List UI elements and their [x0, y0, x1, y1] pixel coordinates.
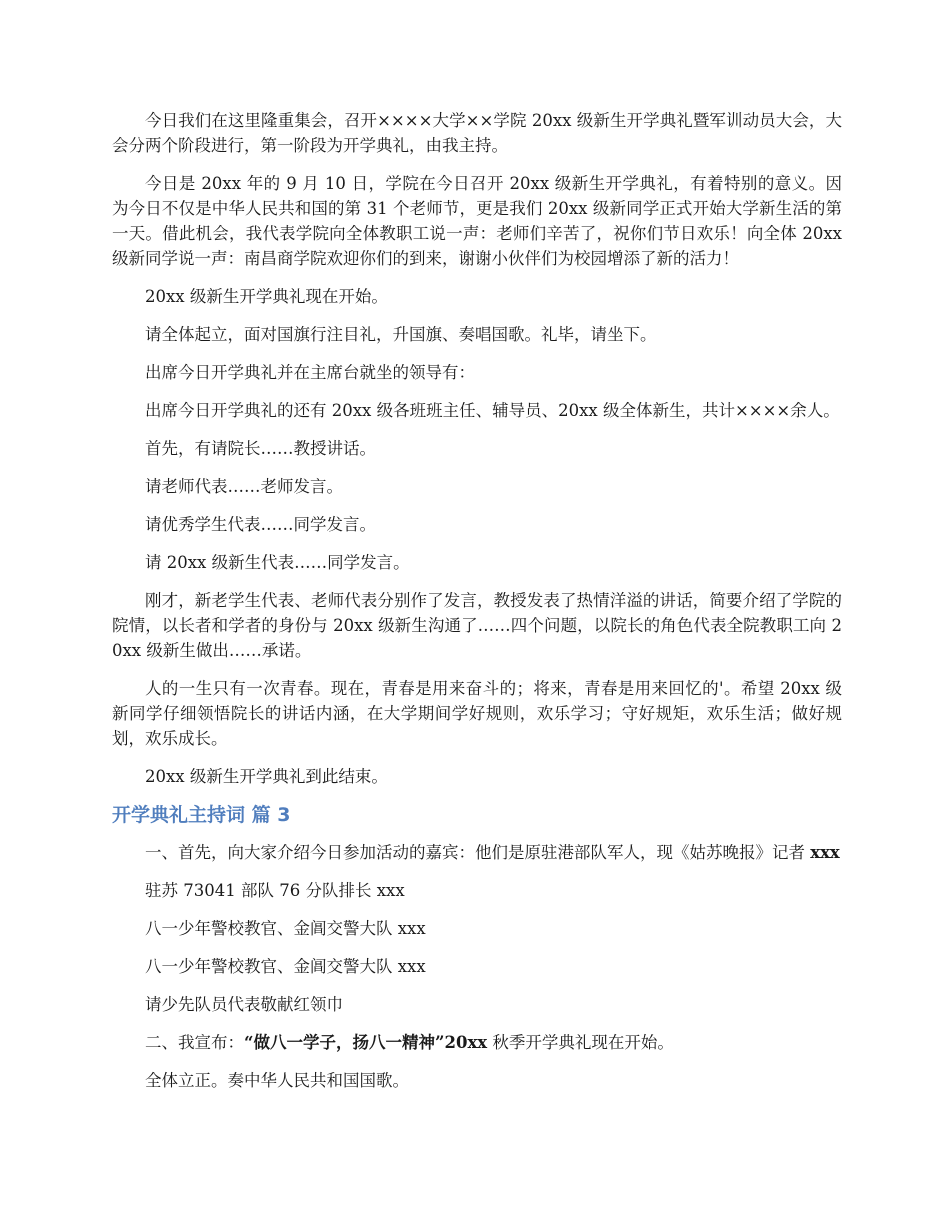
paragraph: 八一少年警校教官、金阊交警大队 xxx — [145, 919, 426, 938]
paragraph: 首先，有请院长……教授讲话。 — [145, 439, 376, 458]
paragraph: 请全体起立，面对国旗行注目礼，升国旗、奏唱国歌。礼毕，请坐下。 — [145, 325, 657, 344]
guests-text: 一、首先，向大家介绍今日参加活动的嘉宾：他们是原驻港部队军人，现《姑苏晚报》记者 — [145, 843, 811, 862]
paragraph-guests — [112, 840, 842, 865]
announce-bold: “做八一学子，扬八一精神”20xx — [244, 1033, 488, 1052]
paragraph: 请 20xx 级新生代表……同学发言。 — [145, 553, 410, 572]
paragraph: 请优秀学生代表……同学发言。 — [145, 515, 376, 534]
section-heading: 开学典礼主持词 篇 3 — [112, 804, 291, 826]
announce-post: 秋季开学典礼现在开始。 — [487, 1033, 674, 1052]
paragraph-announce — [112, 1030, 842, 1055]
paragraph: 20xx 级新生开学典礼现在开始。 — [145, 287, 388, 306]
paragraph: 人的一生只有一次青春。现在，青春是用来奋斗的；将来，青春是用来回忆的'。希望 20xx 级新同学仔细领悟院长的讲话内涵，在大学期间学好规则，欢乐学习；守好规矩，欢乐生活；做好规划，欢乐成长。 — [112, 679, 842, 748]
document-page — [112, 108, 842, 1106]
guests-bold-name: xxx — [810, 843, 840, 862]
paragraph: 请少先队员代表敬献红领巾 — [145, 995, 343, 1014]
paragraph: 刚才，新老学生代表、老师代表分别作了发言，教授发表了热情洋溢的讲话，简要介绍了学院的院情，以长者和学者的身份与 20xx 级新生沟通了……四个问题，以院长的角色代表全院教职工向 20xx 级新生做出……承诺。 — [112, 591, 842, 660]
paragraph: 出席今日开学典礼并在主席台就坐的领导有： — [145, 363, 475, 382]
paragraph: 驻苏 73041 部队 76 分队排长 xxx — [145, 881, 405, 900]
announce-pre: 二、我宣布： — [145, 1033, 244, 1052]
paragraph: 出席今日开学典礼的还有 20xx 级各班班主任、辅导员、20xx 级全体新生，共计××××余人。 — [145, 401, 840, 420]
paragraph: 请老师代表……老师发言。 — [145, 477, 343, 496]
paragraph: 全体立正。奏中华人民共和国国歌。 — [145, 1071, 409, 1090]
paragraph: 八一少年警校教官、金阊交警大队 xxx — [145, 957, 426, 976]
paragraph: 今日我们在这里隆重集会，召开××××大学××学院 20xx 级新生开学典礼暨军训动员大会，大会分两个阶段进行，第一阶段为开学典礼，由我主持。 — [112, 111, 842, 155]
paragraph: 今日是 20xx 年的 9 月 10 日，学院在今日召开 20xx 级新生开学典礼，有着特别的意义。因为今日不仅是中华人民共和国的第 31 个老师节，更是我们 20xx 级新同学正式开始大学新生活的第一天。借此机会，我代表学院向全体教职工说一声：老师们辛苦了，祝你们节日欢乐！向全体 20xx 级新同学说一声：南昌商学院欢迎你们的到来，谢谢小伙伴们为校园增添了新的活力！ — [112, 174, 842, 268]
paragraph: 20xx 级新生开学典礼到此结束。 — [145, 767, 388, 786]
